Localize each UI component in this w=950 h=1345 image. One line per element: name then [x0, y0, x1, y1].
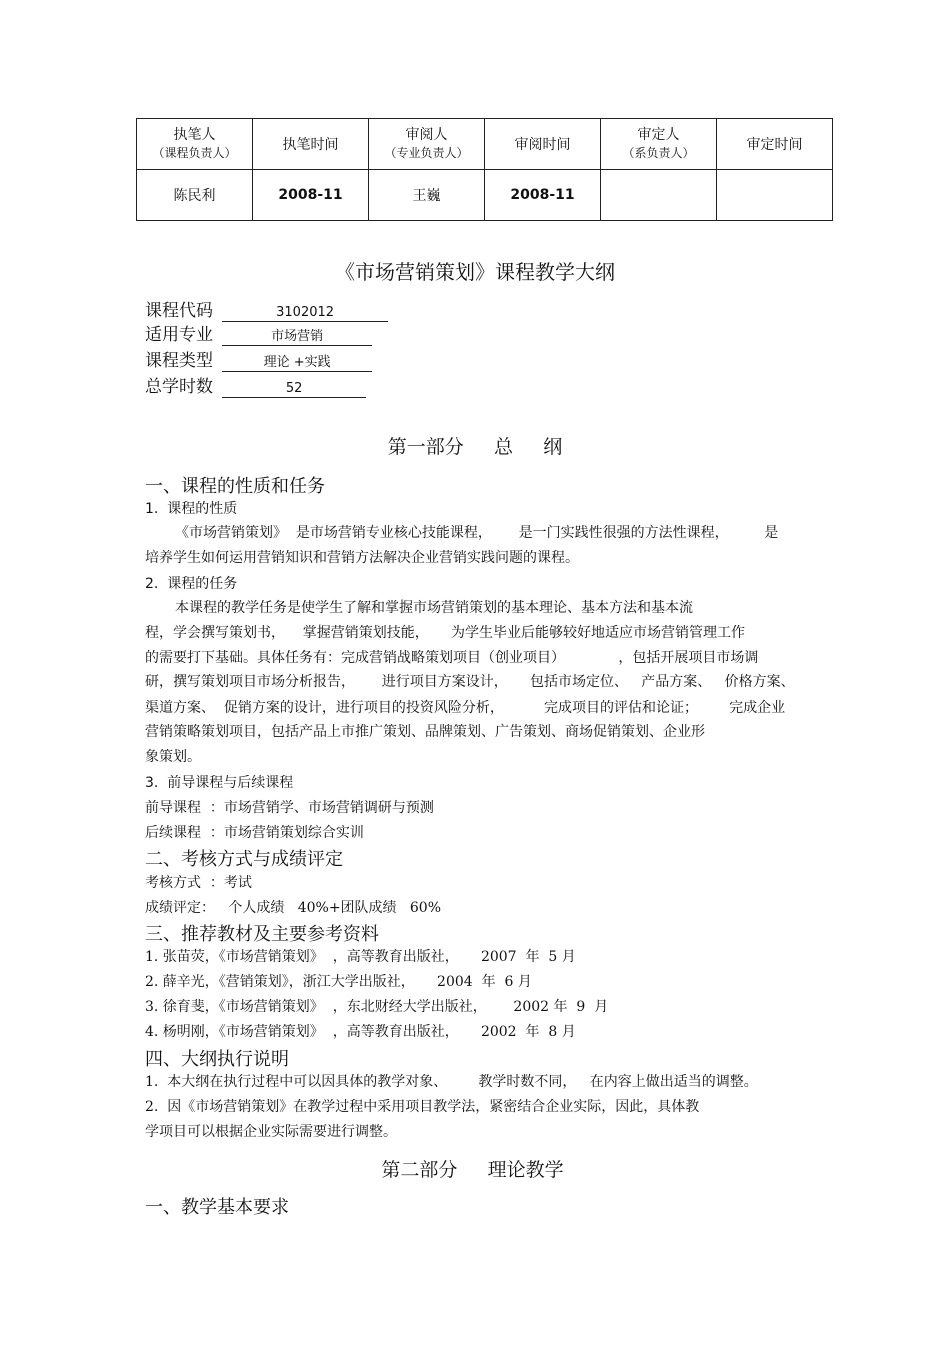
nature-line: 培养学生如何运用营销知识和营销方法解决企业营销实践问题的课程。	[145, 550, 579, 566]
note-line: 学项目可以根据企业实际需要进行调整。	[145, 1124, 397, 1140]
value-review-time: 2008-11	[485, 170, 601, 221]
section-assessment: 二、考核方式与成绩评定	[145, 849, 343, 870]
task-line: 研，撰写策划项目市场分析报告， 进行项目方案设计， 包括市场定位、 产品方案、 价格方案、	[145, 674, 795, 690]
meta-course-type	[145, 346, 372, 372]
header-author-time	[253, 119, 369, 170]
task-line: 渠道方案、 促销方案的设计，进行项目的投资风险分析， 完成项目的评估和论证； 完成企业	[145, 700, 786, 716]
value-author-time: 2008-11	[253, 170, 369, 221]
subsection-tasks: 2. 课程的任务	[145, 576, 238, 592]
header-approver-sub: （系负责人）	[622, 146, 695, 160]
meta-label: 适用专业	[145, 325, 213, 345]
meta-label: 课程类型	[145, 351, 213, 371]
meta-value: 3102012	[222, 304, 388, 322]
exam-method: 考核方式 ：考试	[145, 875, 252, 891]
part1-title: 第一部分 总 纲	[387, 436, 563, 458]
signoff-header-row	[137, 119, 833, 170]
section-nature-and-tasks: 一、课程的性质和任务	[145, 476, 325, 497]
task-line: 营销策略策划项目，包括产品上市推广策划、品牌策划、广告策划、商场促销策划、企业形	[145, 724, 705, 740]
signoff-table	[136, 118, 833, 221]
header-approver	[601, 119, 717, 170]
header-review-time	[485, 119, 601, 170]
reference-item: 4. 杨明刚，《市场营销策划》 ，高等教育出版社， 2002 年 8 月	[145, 1024, 576, 1040]
header-reviewer-label: 审阅人	[405, 127, 448, 143]
header-review-time-label: 审阅时间	[514, 137, 571, 153]
task-line: 象策划。	[145, 749, 201, 765]
document-title: 《市场营销策划》课程教学大纲	[335, 260, 615, 284]
header-author-time-label: 执笔时间	[282, 137, 339, 153]
value-approver	[601, 170, 717, 221]
signoff-value-row	[137, 170, 833, 221]
header-approval-time-label: 审定时间	[746, 137, 803, 153]
header-author-label: 执笔人	[173, 127, 216, 143]
value-approval-time	[717, 170, 833, 221]
part2-title: 第二部分 理论教学	[381, 1159, 564, 1181]
meta-label: 课程代码	[145, 301, 213, 321]
header-author	[137, 119, 253, 170]
value-author: 陈民利	[137, 170, 253, 221]
meta-major	[145, 320, 372, 346]
reference-item: 1. 张苗荧，《市场营销策划》 ，高等教育出版社， 2007 年 5 月	[145, 949, 576, 965]
section-references: 三、推荐教材及主要参考资料	[145, 924, 379, 945]
grading: 成绩评定： 个人成绩 40%+团队成绩 60%	[145, 900, 442, 916]
nature-line: 《市场营销策划》 是市场营销专业核心技能课程， 是一门实践性很强的方法性课程， 是	[175, 525, 779, 541]
followup-courses: 后续课程 ：市场营销策划综合实训	[145, 825, 364, 841]
note-line: 2. 因《市场营销策划》在教学过程中采用项目教学法，紧密结合企业实际，因此，具体教	[145, 1099, 700, 1115]
section-execution-notes: 四、大纲执行说明	[145, 1049, 289, 1070]
task-line: 的需要打下基础。具体任务有：完成营销战略策划项目（创业项目） ，包括开展项目市场调	[145, 650, 759, 666]
task-line: 程，学会撰写策划书， 掌握营销策划技能， 为学生毕业后能够较好地适应市场营销管理工作	[145, 625, 746, 641]
note-line: 1. 本大纲在执行过程中可以因具体的教学对象、 教学时数不同， 在内容上做出适当的调整。	[145, 1074, 758, 1090]
subsection-prereq-followup: 3. 前导课程与后续课程	[145, 775, 294, 791]
header-approval-time	[717, 119, 833, 170]
reference-item: 2. 薛辛光，《营销策划》，浙江大学出版社， 2004 年 6 月	[145, 974, 532, 990]
prereq-courses: 前导课程 ：市场营销学、市场营销调研与预测	[145, 800, 434, 816]
meta-value: 理论 +实践	[222, 354, 372, 372]
section-basic-requirements: 一、教学基本要求	[145, 1197, 289, 1218]
subsection-nature: 1. 课程的性质	[145, 501, 238, 517]
task-line: 本课程的教学任务是使学生了解和掌握市场营销策划的基本理论、基本方法和基本流	[175, 600, 693, 616]
value-reviewer: 王巍	[369, 170, 485, 221]
meta-value: 市场营销	[222, 328, 372, 346]
reference-item: 3. 徐育斐，《市场营销策划》 ，东北财经大学出版社， 2002 年 9 月	[145, 999, 609, 1015]
meta-course-code	[145, 296, 388, 322]
header-reviewer	[369, 119, 485, 170]
meta-value: 52	[222, 380, 366, 398]
meta-total-hours	[145, 372, 366, 398]
header-author-sub: （课程负责人）	[152, 146, 237, 160]
meta-label: 总学时数	[145, 377, 213, 397]
header-approver-label: 审定人	[637, 127, 680, 143]
header-reviewer-sub: （专业负责人）	[384, 146, 469, 160]
